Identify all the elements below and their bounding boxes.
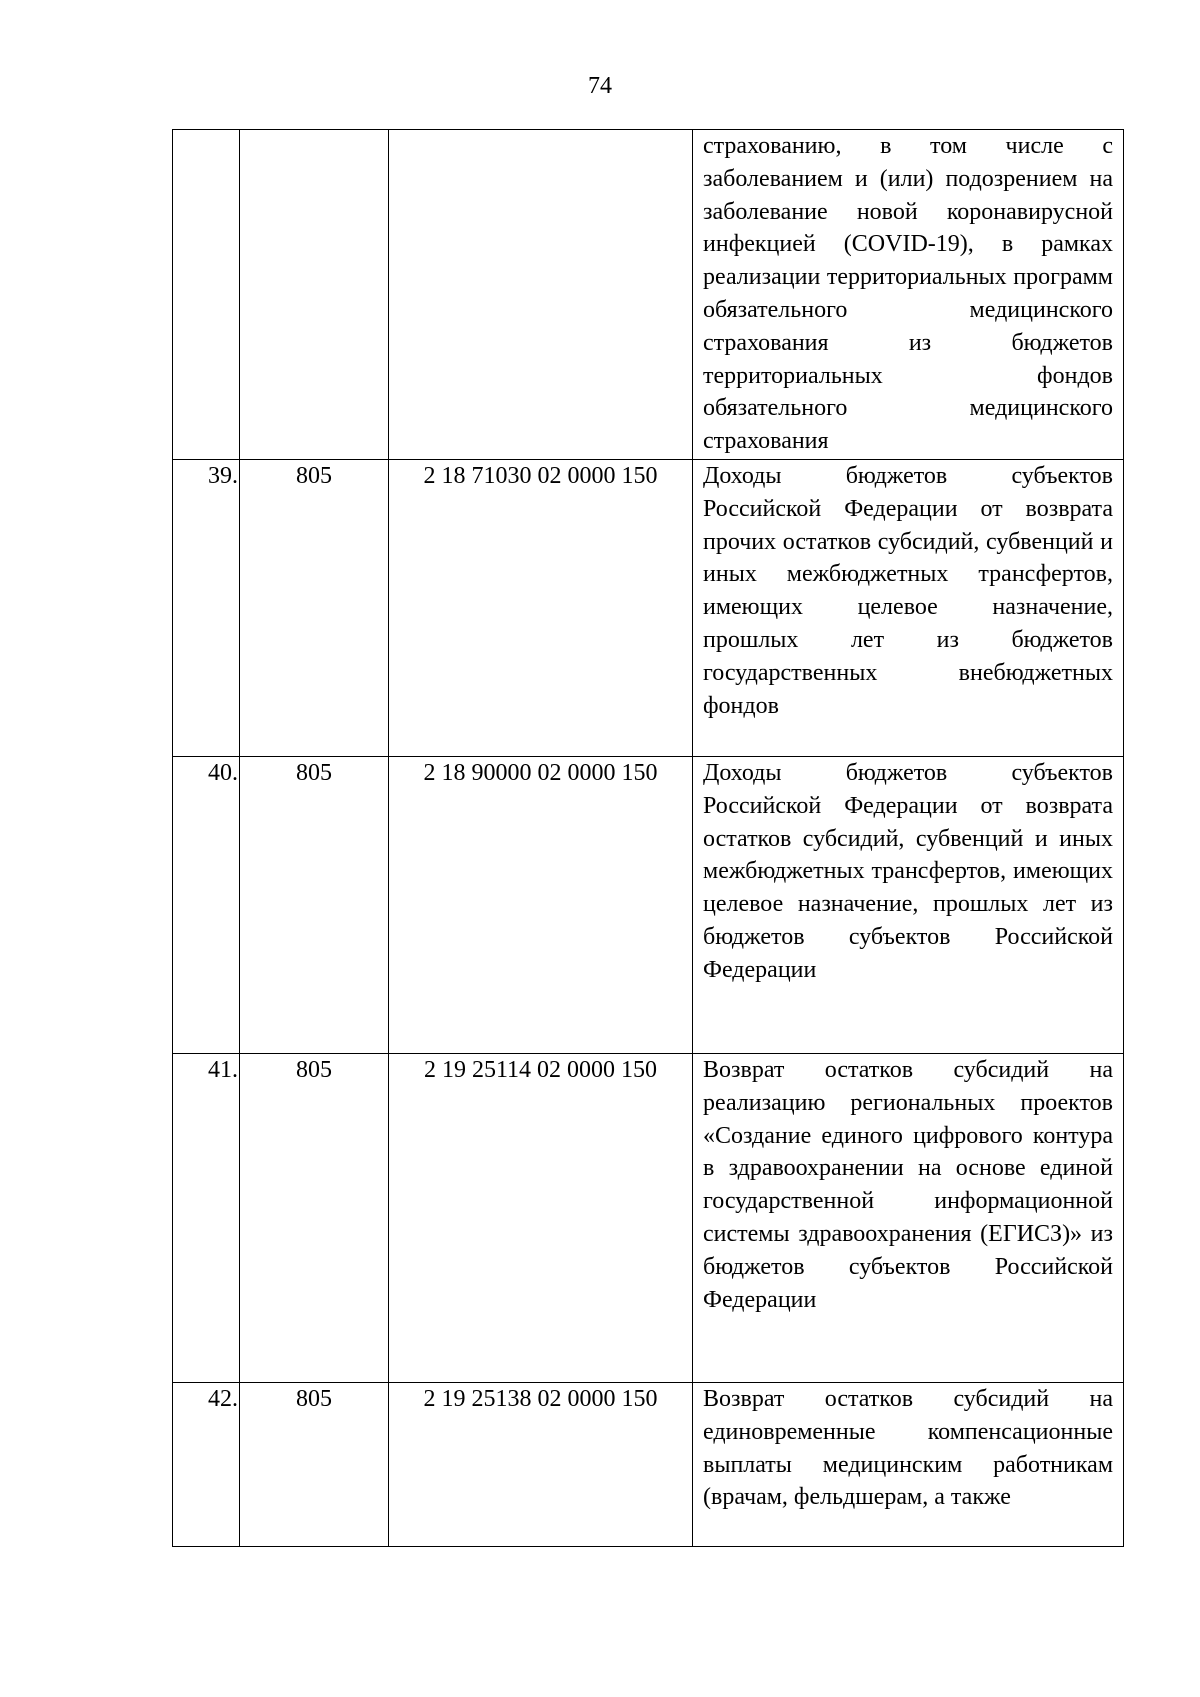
description-text: Возврат остатков субсидий на единовременные компенсационные выплаты медицинским работникам (врачам, фельдшерам, а также	[703, 1386, 1113, 1511]
row-number-cell	[173, 130, 240, 460]
table-row	[173, 1054, 1124, 1383]
description-cell	[693, 757, 1124, 1054]
description-cell	[693, 1383, 1124, 1547]
description-text: страхованию, в том числе с заболеванием и (или) подозрением на заболевание новой коронавирусной инфекцией (COVID-19), в рамках реализации территориальных программ обязательного медицинского страхования из бюджетов территориальных фондов обязательного медицинского страхования	[703, 133, 1113, 455]
admin-code-cell: 805	[240, 1383, 389, 1547]
description-cell	[693, 130, 1124, 460]
page-number: 74	[588, 73, 612, 99]
admin-code-cell: 805	[240, 757, 389, 1054]
row-number-cell: 40.	[173, 757, 240, 1054]
description-cell	[693, 460, 1124, 757]
row-number-cell: 41.	[173, 1054, 240, 1383]
description-cell	[693, 1054, 1124, 1383]
table-row	[173, 757, 1124, 1054]
budget-classification-code-cell	[389, 130, 693, 460]
row-number-cell: 42.	[173, 1383, 240, 1547]
admin-code-cell: 805	[240, 460, 389, 757]
budget-classification-code-cell: 2 19 25114 02 0000 150	[389, 1054, 693, 1383]
description-text: Возврат остатков субсидий на реализацию региональных проектов «Создание единого цифрового контура в здравоохранении на основе единой государственной информационной системы здравоохранения (ЕГИСЗ)» из бюджетов субъектов Российской Федерации	[703, 1057, 1113, 1313]
row-number-cell: 39.	[173, 460, 240, 757]
description-text: Доходы бюджетов субъектов Российской Федерации от возврата прочих остатков субсидий, субвенций и иных межбюджетных трансфертов, имеющих целевое назначение, прошлых лет из бюджетов государственных внебюджетных фондов	[703, 463, 1113, 719]
budget-classification-code-cell: 2 18 71030 02 0000 150	[389, 460, 693, 757]
table-row	[173, 1383, 1124, 1547]
admin-code-cell	[240, 130, 389, 460]
description-text: Доходы бюджетов субъектов Российской Федерации от возврата остатков субсидий, субвенций и иных межбюджетных трансфертов, имеющих целевое назначение, прошлых лет из бюджетов субъектов Российской Федерации	[703, 760, 1113, 983]
income-codes-table	[172, 129, 1124, 1547]
table-row	[173, 460, 1124, 757]
budget-classification-code-cell: 2 18 90000 02 0000 150	[389, 757, 693, 1054]
budget-classification-code-cell: 2 19 25138 02 0000 150	[389, 1383, 693, 1547]
admin-code-cell: 805	[240, 1054, 389, 1383]
table-row	[173, 130, 1124, 460]
